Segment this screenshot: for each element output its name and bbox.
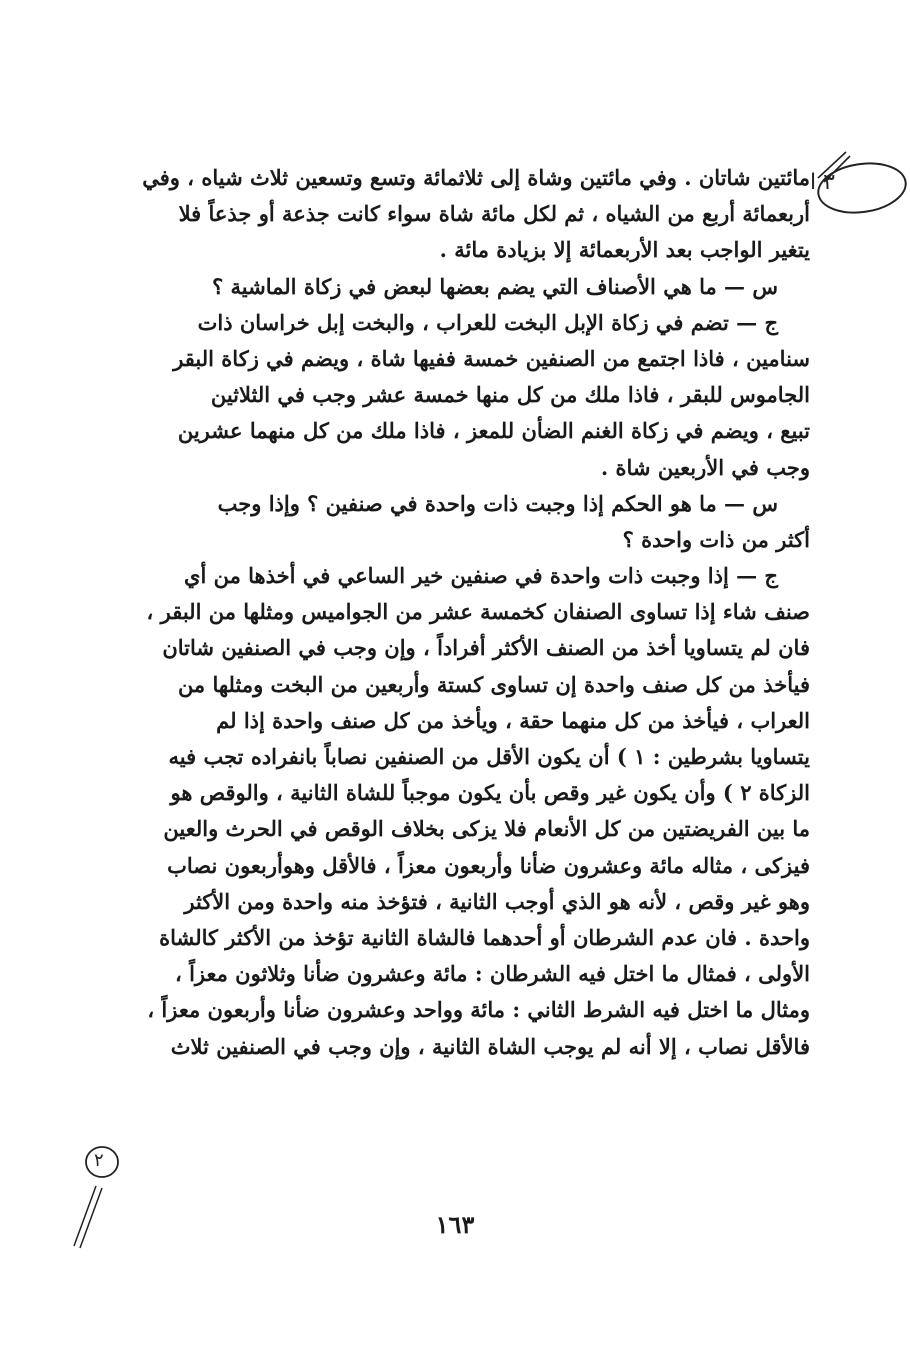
text-line: ما بين الفريضتين من كل الأنعام فلا يزكى بخلاف الوقص في الحرث والعين (163, 816, 810, 842)
text-line: الأولى ، فمثال ما اختل فيه الشرطان : مائة وعشرون ضأنا وثلاثون معزاً ، (174, 961, 810, 987)
text-line: فان لم يتساويا أخذ من الصنف الأكثر أفراداً ، وإن وجب في الصنفين شاتان (162, 635, 810, 661)
text-line: الجاموس للبقر ، فاذا ملك من كل منها خمسة عشر وجب في الثلاثين (210, 382, 810, 408)
handwritten-circle-mark (800, 150, 910, 240)
text-line: ومثال ما اختل فيه الشرط الثاني : مائة وواحد وعشرون ضأنا وأربعون معزاً ، (147, 997, 810, 1023)
text-line: يتغير الواجب بعد الأربعمائة إلا بزيادة مائة . (439, 237, 810, 263)
text-line: تبيع ، ويضم في زكاة الغنم الضأن للمعز ، فاذا ملك من كل منهما عشرين (177, 418, 810, 444)
text-line: سنامين ، فاذا اجتمع من الصنفين خمسة ففيها شاة ، ويضم في زكاة البقر (173, 345, 810, 371)
text-line: الزكاة ٢ ) وأن يكون غير وقص بأن يكون موجباً للشاة الثانية ، والوقص هو (170, 780, 810, 806)
text-line: فيزكى ، مثاله مائة وعشرون ضأنا وأربعون معزاً ، فالأقل وهوأربعون نصاب (167, 852, 810, 878)
question-line: س — ما هي الأصناف التي يضم بعضها لبعض في زكاة الماشية ؟ (212, 273, 778, 299)
text-line: العراب ، فيأخذ من كل منهما حقة ، ويأخذ من كل صنف واحدة إذا لم (216, 707, 810, 733)
margin-note-bottom: ٢ (94, 1150, 104, 1171)
text-line: واحدة . فان عدم الشرطان أو أحدهما فالشاة الثانية تؤخذ من الأكثر كالشاة (159, 924, 810, 950)
text-line: أكثر من ذات واحدة ؟ (622, 526, 810, 552)
text-line: وجب في الأربعين شاة . (600, 454, 810, 480)
page-number: ١٦٣ (435, 1210, 475, 1239)
text-line: وهو غير وقص ، لأنه هو الذي أوجب الثانية ، فتؤخذ منه واحدة ومن الأكثر (184, 888, 810, 914)
text-line: فالأقل نصاب ، إلا أنه لم يوجب الشاة الثانية ، وإن وجب في الصنفين ثلاث (170, 1033, 810, 1059)
text-line: صنف شاء إذا تساوى الصنفان كخمسة عشر من الجواميس ومثلها من البقر ، (146, 599, 810, 625)
answer-line: ج — إذا وجبت ذات واحدة في صنفين خير الساعي في أخذها من أي (184, 563, 778, 589)
question-line: س — ما هو الحكم إذا وجبت ذات واحدة في صنفين ؟ وإذا وجب (217, 490, 778, 516)
answer-line: ج — تضم في زكاة الإبل البخت للعراب ، والبخت إبل خراسان ذات (197, 309, 778, 335)
body-text (130, 160, 810, 1065)
text-line: مائتين شاتان . وفي مائتين وشاة إلى ثلاثمائة وتسع وتسعين ثلاث شياه ، وفي (142, 165, 810, 190)
text-line: فيأخذ من كل صنف واحدة إن تساوى كستة وأربعين من البخت ومثلها من (177, 671, 810, 697)
margin-note-top: ٣ ا (810, 170, 835, 195)
text-line: يتساويا بشرطين : ١ ) أن يكون الأقل من الصنفين نصاباً بانفراده تجب فيه (168, 744, 810, 769)
text-line: أربعمائة أربع من الشياه ، ثم لكل مائة شاة سواء كانت جذعة أو جذعاً فلا (178, 201, 810, 227)
